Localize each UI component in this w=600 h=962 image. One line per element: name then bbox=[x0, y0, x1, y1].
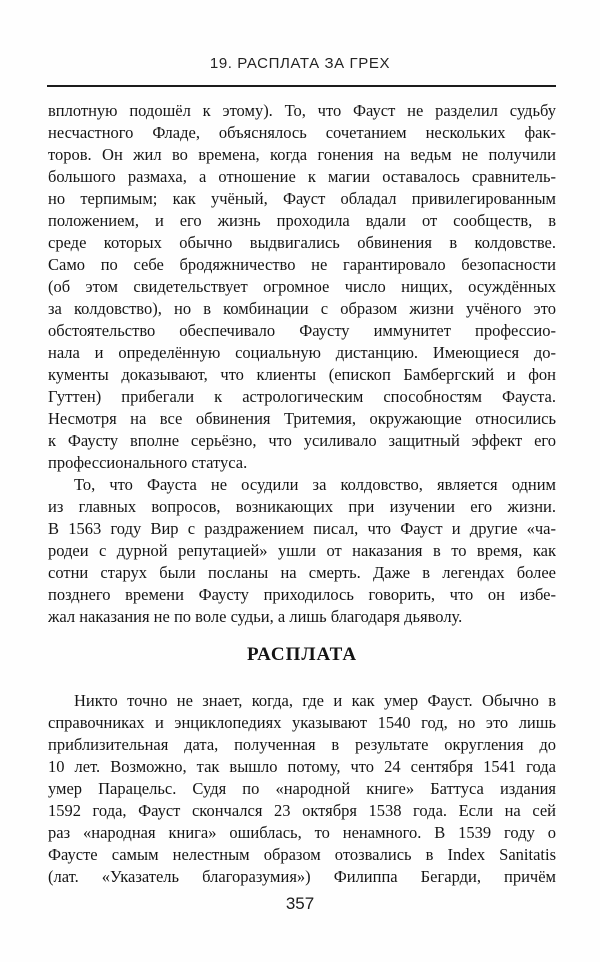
page-number: 357 bbox=[285, 894, 315, 913]
paragraph bbox=[48, 690, 556, 888]
text-line: 1592 года, Фауст скончался 23 октября 1538 года. Если на сей bbox=[48, 801, 556, 820]
paragraph bbox=[48, 474, 556, 628]
text-line: за колдовство), но в комбинации с образом жизни учёного это bbox=[48, 299, 556, 318]
text-line: раз «народная книга» ошиблась, то ненамного. В 1539 году о bbox=[48, 823, 556, 842]
text-line: умер Парацельс. Судя по «народной книге» Баттуса издания bbox=[48, 779, 556, 798]
text-line: нала и определённую социальную дистанцию. Имеющиеся до- bbox=[48, 343, 556, 362]
text-line: вплотную подошёл к этому). То, что Фауст не разделил судьбу bbox=[48, 101, 556, 120]
text-line: Никто точно не знает, когда, где и как умер Фауст. Обычно в bbox=[74, 691, 556, 710]
text-line: но терпимым; как учёный, Фауст обладал привилегированным bbox=[48, 189, 556, 208]
text-line: приблизительная дата, полученная в результате округления до bbox=[48, 735, 556, 754]
text-line: положением, и его жизнь проходила вдали от сообществ, в bbox=[48, 211, 556, 230]
header-rule bbox=[47, 85, 556, 87]
text-line: профессионального статуса. bbox=[48, 453, 248, 472]
text-line: справочниках и энциклопедиях указывают 1540 год, но это лишь bbox=[48, 713, 556, 732]
section-heading: РАСПЛАТА bbox=[246, 644, 358, 665]
text-line: жал наказания не по воле судьи, а лишь благодаря дьяволу. bbox=[48, 607, 463, 626]
text-line: родеи с дурной репутацией» ушли от наказания в то время, как bbox=[48, 541, 556, 560]
running-header: 19. РАСПЛАТА ЗА ГРЕХ bbox=[209, 55, 391, 72]
text-line: торов. Он жил во времена, когда гонения на ведьм не получили bbox=[48, 145, 556, 164]
text-line: кументы доказывают, что клиенты (епископ Бамбергский и фон bbox=[48, 365, 556, 384]
text-line: (об этом свидетельствует огромное число нищих, осуждённых bbox=[48, 277, 556, 296]
text-line: большого размаха, а отношение к магии оставалось сравнитель- bbox=[48, 167, 556, 186]
text-line: Фаусте самым нелестным образом отозвались в Index Sanitatis bbox=[48, 845, 556, 864]
paragraph bbox=[48, 100, 556, 474]
text-line: из главных вопросов, возникающих при изучении его жизни. bbox=[48, 497, 556, 516]
text-line: Само по себе бродяжничество не гарантировало безопасности bbox=[48, 255, 556, 274]
text-line: В 1563 году Вир с раздражением писал, что Фауст и другие «ча- bbox=[48, 519, 556, 538]
text-line: (лат. «Указатель благоразумия») Филиппа Бегарди, причём bbox=[48, 867, 556, 886]
text-line: То, что Фауста не осудили за колдовство, является одним bbox=[74, 475, 556, 494]
text-line: Несмотря на все обвинения Тритемия, окружающие относились bbox=[48, 409, 556, 428]
text-line: несчастного Фладе, объяснялось сочетанием нескольких фак- bbox=[48, 123, 556, 142]
text-line: обстоятельство обеспечивало Фаусту иммунитет профессио- bbox=[48, 321, 556, 340]
text-line: 10 лет. Возможно, так вышло потому, что 24 сентября 1541 года bbox=[48, 757, 556, 776]
text-line: к Фаусту вполне серьёзно, что усиливало защитный эффект его bbox=[48, 431, 556, 450]
text-line: среде которых обычно выдвигались обвинения в колдовстве. bbox=[48, 233, 556, 252]
text-line: сотни старух были посланы на смерть. Даже в легендах более bbox=[48, 563, 556, 582]
body-content bbox=[48, 100, 556, 888]
text-line: Гуттен) прибегали к астрологическим способностям Фауста. bbox=[48, 387, 556, 406]
text-line: позднего времени Фаусту приходилось говорить, что он избе- bbox=[48, 585, 556, 604]
